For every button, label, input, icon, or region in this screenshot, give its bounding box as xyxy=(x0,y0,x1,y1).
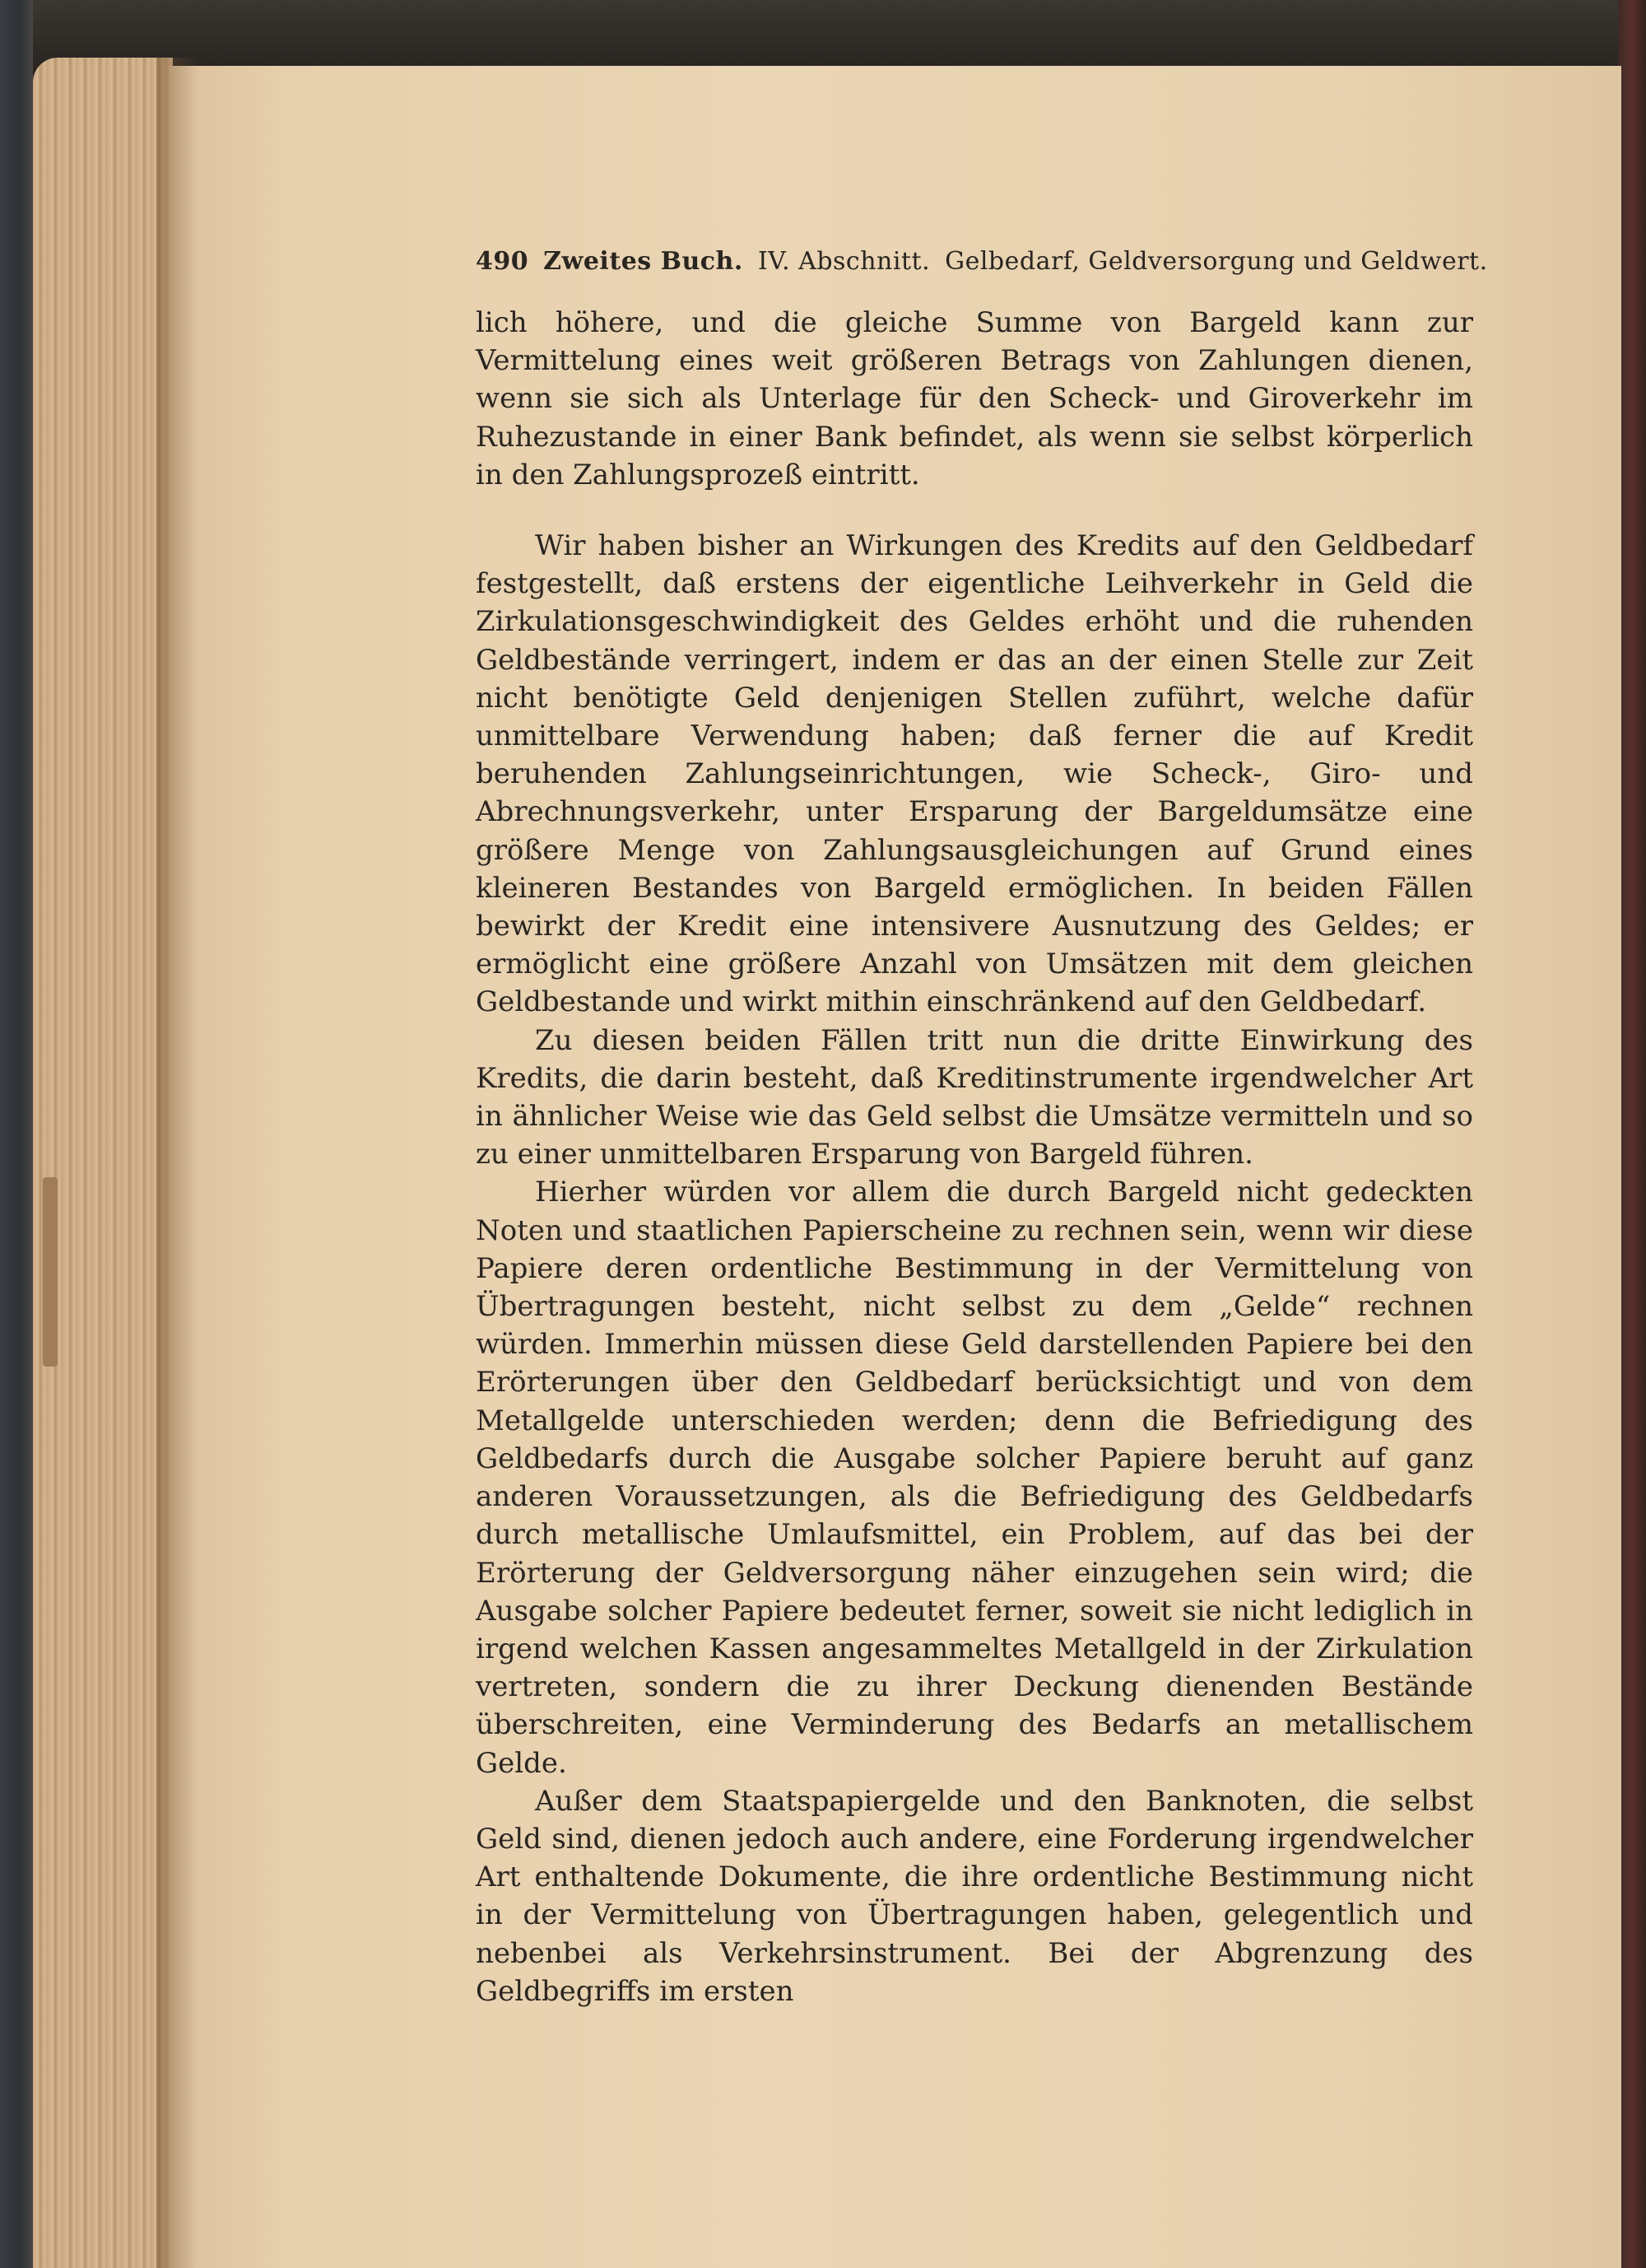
paragraph: Wir haben bisher an Wirkungen des Kredits auf den Geldbedarf festgestellt, daß erstens der eigentliche Leihverkehr in Geld die Zirkulationsgeschwindigkeit des Geldes erhöht und die ruhenden Geldbestände verringert, indem er das an der einen Stelle zur Zeit nicht benötigte Geld denjenigen Stellen zuführt, welche dafür unmittelbare Verwendung haben; daß ferner die auf Kredit beruhenden Zahlungseinrichtungen, wie Scheck-, Giro- und Abrechnungsverkehr, unter Ersparung der Bargeldumsätze eine größere Menge von Zahlungsausgleichungen auf Grund eines kleineren Bestandes von Bargeld ermöglichen. In beiden Fällen bewirkt der Kredit eine intensivere Ausnutzung des Geldes; er ermöglicht eine größere Anzahl von Umsätzen mit dem gleichen Geldbestande und wirkt mithin einschränkend auf den Geldbedarf. xyxy=(476,529,1473,1019)
running-title: Gelbedarf, Geldversorgung und Geldwert. xyxy=(945,247,1488,276)
page-edges xyxy=(33,58,173,2268)
paragraph: lich höhere, und die gleiche Summe von Bargeld kann zur Vermittelung eines weit größeren Betrags von Zahlungen dienen, wenn sie sich als Unterlage für den Scheck- und Giroverkehr im Ruhezustande in einer Bank befindet, als wenn sie selbst körperlich in den Zahlungsprozeß eintritt. xyxy=(476,306,1473,491)
paragraph: Außer dem Staatspapiergelde und den Banknoten, die selbst Geld sind, dienen jedoch auch andere, eine Forderung irgendwelcher Art enthaltende Dokumente, die ihre ordentliche Bestimmung nicht in der Vermittelung von Übertragungen haben, gelegentlich und nebenbei als Verkehrsinstrument. Bei der Abgrenzung des Geldbegriffs im ersten xyxy=(476,1784,1473,2008)
book-cover-left xyxy=(0,0,33,2268)
book-label: Zweites Buch. xyxy=(543,247,743,276)
paragraph: Hierher würden vor allem die durch Bargeld nicht gedeckten Noten und staatlichen Papierscheine zu rechnen sein, wenn wir diese Papiere deren ordentliche Bestimmung in der Vermittelung von Übertragungen besteht, nicht selbst zu dem „Gelde“ rechnen würden. Immerhin müssen diese Geld darstellenden Papiere bei den Erörterungen über den Geldbedarf berücksichtigt und von dem Metallgelde unterschieden werden; denn die Befriedigung des Geldbedarfs durch die Ausgabe solcher Papiere beruht auf ganz anderen Voraussetzungen, als die Befriedigung des Geldbedarfs durch metallische Umlaufsmittel, ein Problem, auf das bei der Erörterung der Geldversorgung näher einzugehen sein wird; die Ausgabe solcher Papiere bedeutet ferner, soweit sie nicht lediglich in irgend welchen Kassen angesammeltes Metallgeld in der Zirkulation vertreten, sondern die zu ihrer Deckung dienenden Bestände überschreiten, eine Verminderung des Bedarfs an metallischem Gelde. xyxy=(476,1176,1473,1780)
page-number: 490 xyxy=(476,247,529,276)
book-cover-right xyxy=(1618,0,1646,2268)
running-head xyxy=(476,243,1488,281)
spine-shadow xyxy=(156,58,198,2268)
page-text xyxy=(476,243,1488,2010)
book-cover-top xyxy=(0,0,1646,64)
paragraph: Zu diesen beiden Fällen tritt nun die dritte Einwirkung des Kredits, die darin besteht, daß Kreditinstrumente irgendwelcher Art in ähnlicher Weise wie das Geld selbst die Umsätze vermitteln und so zu einer unmittelbaren Ersparung von Bargeld führen. xyxy=(476,1023,1473,1171)
section-label: IV. Abschnitt. xyxy=(757,247,931,276)
binding-tab xyxy=(43,1177,58,1367)
